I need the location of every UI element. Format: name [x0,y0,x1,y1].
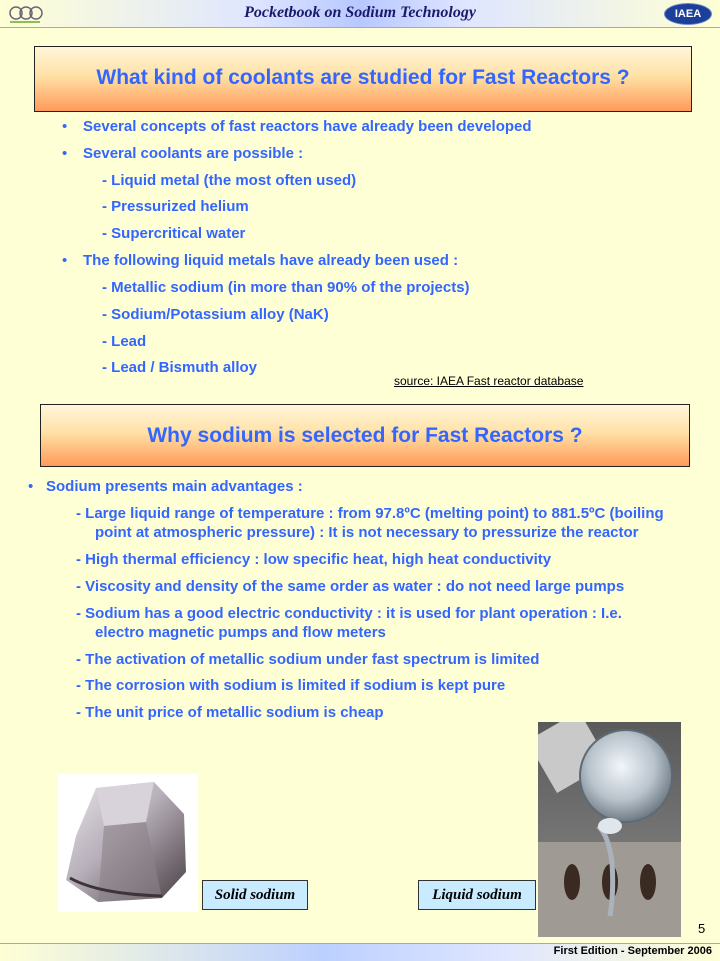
page-footer [0,943,720,961]
list-item: - High thermal efficiency : low specific heat, high heat conductivity [76,551,552,568]
source-note: source: IAEA Fast reactor database [394,374,584,388]
list-item: - Lead [102,333,147,350]
footer-edition: First Edition - September 2006 [553,945,712,957]
section2-title-box [40,404,690,467]
page-header [0,0,720,28]
list-item: - The corrosion with sodium is limited if sodium is kept pure [76,677,506,694]
list-item: - Large liquid range of temperature : from 97.8ºC (melting point) to 881.5ºC (boiling [76,505,664,522]
list-item: • Several concepts of fast reactors have already been developed [62,118,532,135]
iaea-logo: IAEA [664,3,712,25]
list-item: - Lead / Bismuth alloy [102,359,258,376]
list-item: point at atmospheric pressure) : It is not necessary to pressurize the reactor [95,524,639,541]
list-item: - Liquid metal (the most often used) [102,172,357,189]
section1-title: What kind of coolants are studied for Fast Reactors ? [96,66,630,89]
page-number: 5 [698,921,706,936]
liquid-sodium-caption: Liquid sodium [418,880,536,910]
section1-title-box [34,46,692,112]
list-item: - Sodium has a good electric conductivity : it is used for plant operation : I.e. [76,605,622,622]
list-item: - Pressurized helium [102,198,249,215]
list-item: electro magnetic pumps and flow meters [95,624,386,641]
solid-sodium-caption: Solid sodium [202,880,308,910]
solid-sodium-photo [58,774,198,912]
liquid-sodium-photo [538,722,681,937]
list-item: - Viscosity and density of the same order as water : do not need large pumps [76,578,625,595]
list-item: • Several coolants are possible : [62,145,304,162]
list-item: • The following liquid metals have already been used : [62,252,459,269]
list-item: - The activation of metallic sodium under fast spectrum is limited [76,651,540,668]
list-item: • Sodium presents main advantages : [28,478,303,495]
section2-title: Why sodium is selected for Fast Reactors ? [147,424,583,447]
header-title: Pocketbook on Sodium Technology [244,4,476,21]
list-item: - Sodium/Potassium alloy (NaK) [102,306,329,323]
list-item: - Metallic sodium (in more than 90% of the projects) [102,279,470,296]
list-item: - The unit price of metallic sodium is cheap [76,704,384,721]
list-item: - Supercritical water [102,225,246,242]
